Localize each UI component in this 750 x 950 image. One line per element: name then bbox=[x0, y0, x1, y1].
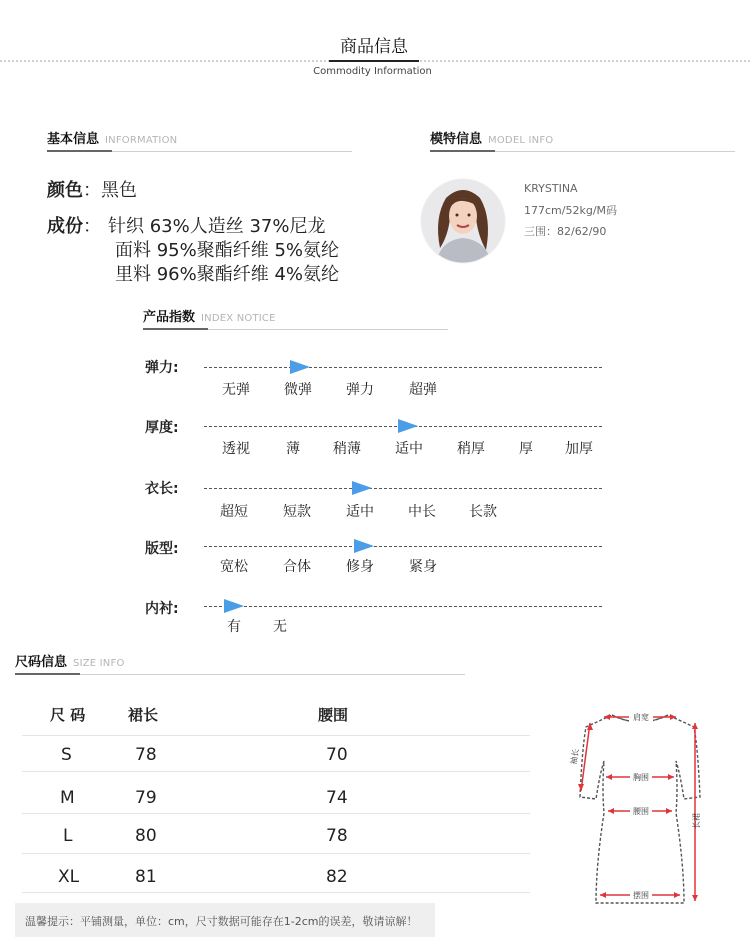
table-header-size: 尺 码 bbox=[50, 706, 86, 724]
color-colon: ： bbox=[83, 180, 101, 201]
basic-info-heading bbox=[47, 128, 177, 147]
color-value: 黑色 bbox=[101, 180, 137, 201]
index-option: 加厚 bbox=[565, 441, 593, 457]
index-label-elasticity: 弹力: bbox=[145, 360, 179, 376]
index-option: 超弹 bbox=[409, 382, 437, 398]
size-info-heading bbox=[15, 651, 125, 670]
size-info-subtitle: SIZE INFO bbox=[73, 658, 125, 669]
table-cell-size: XL bbox=[58, 867, 80, 887]
table-cell-waist: 82 bbox=[326, 867, 348, 887]
table-cell-length: 78 bbox=[135, 745, 157, 765]
table-header-waist: 腰围 bbox=[318, 706, 349, 724]
model-stats: 177cm/52kg/M码 bbox=[524, 204, 618, 217]
product-index-heading bbox=[143, 306, 276, 325]
index-option: 弹力 bbox=[346, 382, 374, 398]
index-option: 短款 bbox=[283, 504, 311, 520]
table-header-length: 裙长 bbox=[128, 706, 159, 724]
index-option: 无 bbox=[273, 619, 287, 635]
table-cell-size: L bbox=[63, 826, 73, 846]
diagram-label-length: 长裙 bbox=[692, 813, 701, 829]
composition-line-2: 面料 95%聚酯纤维 5%氨纶 bbox=[115, 240, 340, 261]
page-title-underline bbox=[329, 60, 419, 62]
table-cell-size: M bbox=[60, 788, 75, 808]
index-option: 适中 bbox=[395, 441, 423, 457]
index-option: 中长 bbox=[408, 504, 436, 520]
page-subtitle: Commodity Information bbox=[313, 66, 432, 77]
basic-info-subtitle: INFORMATION bbox=[105, 135, 178, 146]
model-avatar bbox=[420, 178, 506, 264]
model-info-heading bbox=[430, 128, 553, 147]
index-indicator-fit bbox=[354, 539, 374, 553]
index-option: 紧身 bbox=[409, 559, 437, 575]
index-option: 稍厚 bbox=[457, 441, 485, 457]
model-info-underline bbox=[495, 151, 735, 152]
index-option: 稍薄 bbox=[333, 441, 361, 457]
index-option: 透视 bbox=[222, 441, 250, 457]
composition-colon: ： bbox=[83, 216, 101, 237]
color-label: 颜色 bbox=[47, 180, 83, 201]
composition-label-row bbox=[47, 212, 101, 238]
index-indicator-length bbox=[352, 481, 372, 495]
diagram-label-shoulder: 肩宽 bbox=[633, 713, 649, 722]
model-info-title: 模特信息 bbox=[430, 132, 483, 147]
model-info-subtitle: MODEL INFO bbox=[488, 135, 554, 146]
size-info-underline bbox=[80, 674, 465, 675]
table-cell-length: 81 bbox=[135, 867, 157, 887]
index-option: 宽松 bbox=[220, 559, 248, 575]
diagram-label-waist: 腰围 bbox=[633, 807, 649, 816]
index-label-thickness: 厚度: bbox=[145, 420, 179, 436]
diagram-label-bust: 胸围 bbox=[633, 773, 649, 782]
diagram-label-hem: 摆围 bbox=[633, 891, 649, 900]
measurement-note: 温馨提示：平铺测量，单位：cm，尺寸数据可能存在1-2cm的误差，敬请谅解！ bbox=[25, 915, 418, 928]
index-scale-length bbox=[204, 488, 602, 489]
basic-info-underline bbox=[112, 151, 352, 152]
table-divider bbox=[22, 735, 530, 736]
index-label-length: 衣长: bbox=[145, 481, 179, 497]
dress-measurement-diagram bbox=[560, 705, 720, 910]
basic-info-title: 基本信息 bbox=[47, 132, 100, 147]
size-info-title: 尺码信息 bbox=[15, 655, 68, 670]
table-cell-length: 79 bbox=[135, 788, 157, 808]
product-index-underline bbox=[208, 329, 448, 330]
index-label-lining: 内衬: bbox=[145, 601, 179, 617]
table-cell-size: S bbox=[61, 745, 72, 765]
model-name: KRYSTINA bbox=[524, 182, 578, 195]
index-option: 超短 bbox=[220, 504, 248, 520]
size-info-underline-dark bbox=[15, 673, 80, 675]
color-row bbox=[47, 176, 137, 202]
diagram-label-sleeve: 袖长 bbox=[569, 748, 581, 766]
note-box bbox=[15, 903, 435, 937]
index-option: 修身 bbox=[346, 559, 374, 575]
index-indicator-lining bbox=[224, 599, 244, 613]
index-indicator-thickness bbox=[398, 419, 418, 433]
index-scale-lining bbox=[204, 606, 602, 607]
index-indicator-elasticity bbox=[290, 360, 310, 374]
index-label-fit: 版型: bbox=[145, 541, 179, 557]
index-option: 无弹 bbox=[222, 382, 250, 398]
composition-line-1: 针织 63%人造丝 37%尼龙 bbox=[108, 216, 326, 237]
composition-label: 成份 bbox=[47, 216, 83, 237]
model-info-underline-dark bbox=[430, 150, 495, 152]
table-divider bbox=[22, 892, 530, 893]
composition-line-3: 里料 96%聚酯纤维 4%氨纶 bbox=[115, 264, 340, 285]
model-measurements: 三围：82/62/90 bbox=[524, 225, 607, 238]
product-index-title: 产品指数 bbox=[143, 310, 196, 325]
basic-info-underline-dark bbox=[47, 150, 112, 152]
index-option: 微弹 bbox=[284, 382, 312, 398]
index-scale-fit bbox=[204, 546, 602, 547]
table-divider bbox=[22, 853, 530, 854]
table-cell-waist: 70 bbox=[326, 745, 348, 765]
header-title-box bbox=[329, 36, 419, 62]
product-index-subtitle: INDEX NOTICE bbox=[201, 313, 276, 324]
table-cell-length: 80 bbox=[135, 826, 157, 846]
index-option: 合体 bbox=[283, 559, 311, 575]
table-divider bbox=[22, 771, 530, 772]
index-option: 长款 bbox=[469, 504, 497, 520]
table-divider bbox=[22, 813, 530, 814]
index-option: 薄 bbox=[286, 441, 300, 457]
table-cell-waist: 78 bbox=[326, 826, 348, 846]
page-title: 商品信息 bbox=[340, 37, 408, 57]
table-cell-waist: 74 bbox=[326, 788, 348, 808]
index-option: 适中 bbox=[346, 504, 374, 520]
index-scale-elasticity bbox=[204, 367, 602, 368]
index-option: 厚 bbox=[519, 441, 533, 457]
product-index-underline-dark bbox=[143, 328, 208, 330]
index-option: 有 bbox=[227, 619, 241, 635]
